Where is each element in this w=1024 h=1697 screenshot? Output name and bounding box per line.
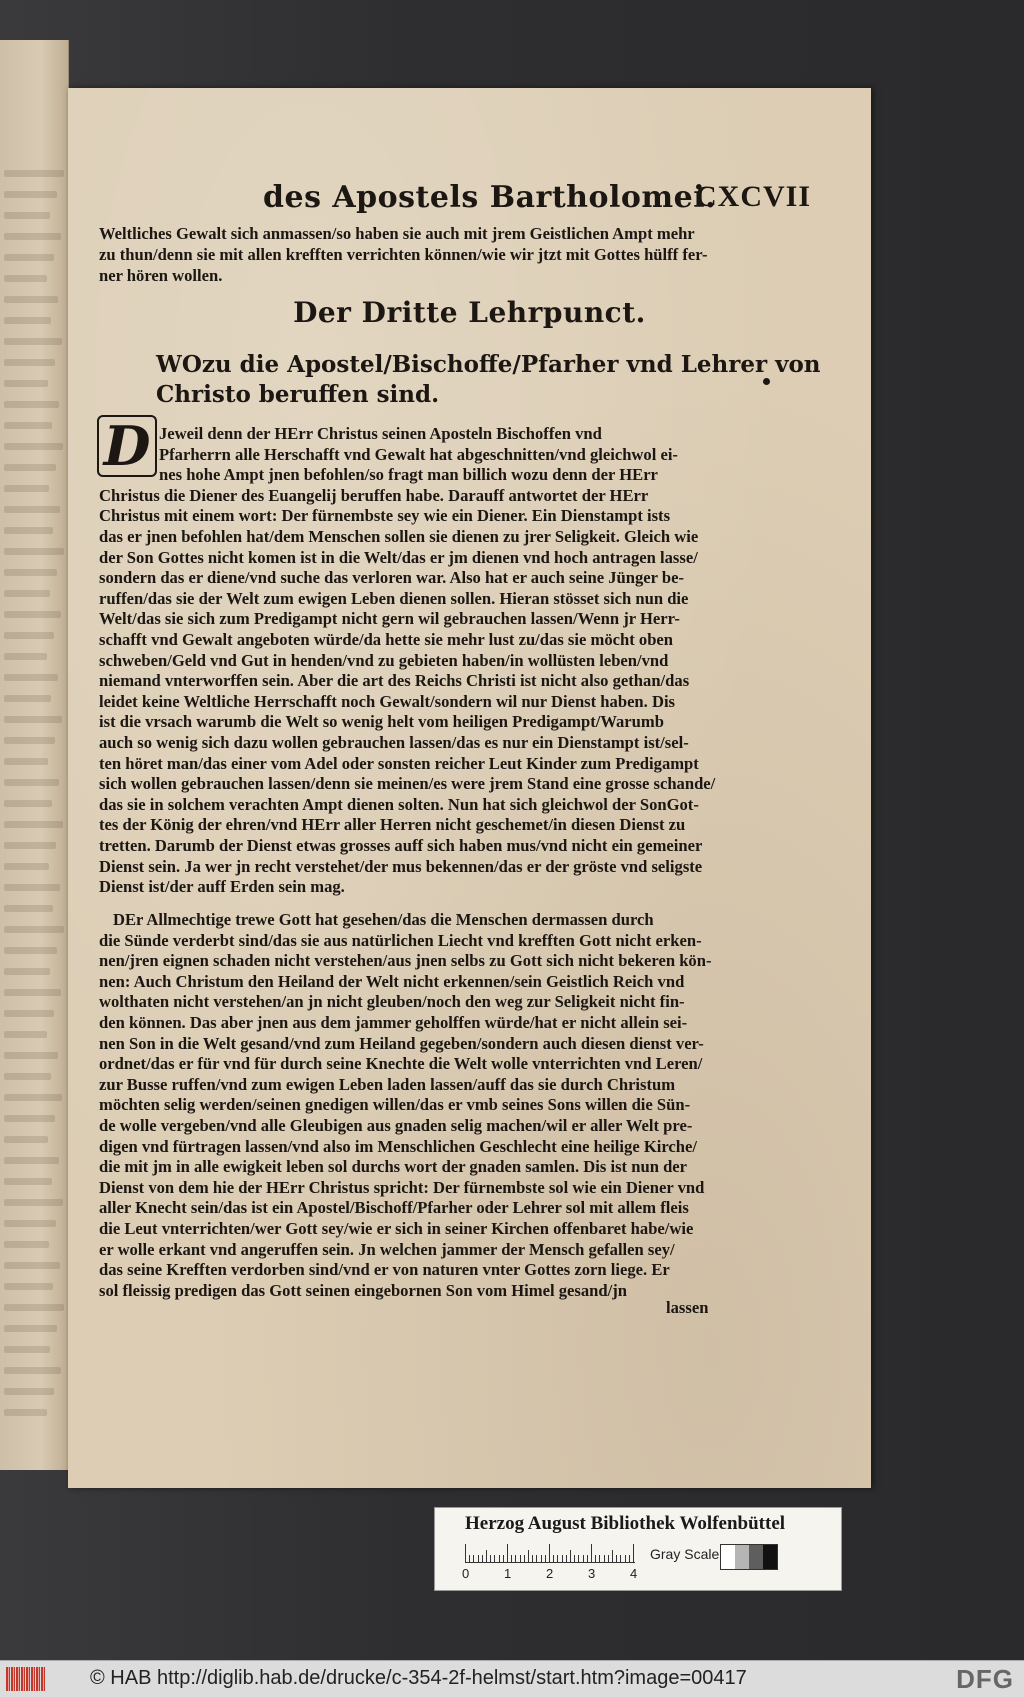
show-through-text bbox=[4, 779, 59, 786]
ruler-tick bbox=[612, 1550, 613, 1562]
source-url-text: © HAB http://diglib.hab.de/drucke/c-354-2f-helmst/start.htm?image=00417 bbox=[90, 1667, 747, 1689]
show-through-text bbox=[4, 1262, 60, 1269]
running-head: des Apostels Bartholomei. bbox=[263, 180, 717, 215]
ruler-tick bbox=[499, 1555, 500, 1562]
ruler-tick bbox=[528, 1550, 529, 1562]
show-through-text bbox=[4, 191, 57, 198]
library-label-card bbox=[434, 1507, 842, 1591]
show-through-text bbox=[4, 989, 61, 996]
gray-swatch bbox=[749, 1545, 763, 1569]
text-line: er wolle erkant vnd angeruffen sein. Jn welchen jammer der Mensch gefallen sey/ bbox=[99, 1239, 675, 1259]
show-through-text bbox=[4, 1031, 47, 1038]
ruler-tick bbox=[545, 1555, 546, 1562]
show-through-text bbox=[4, 506, 60, 513]
show-through-text bbox=[4, 212, 50, 219]
show-through-text bbox=[4, 1094, 62, 1101]
show-through-text bbox=[4, 1283, 53, 1290]
show-through-text bbox=[4, 821, 63, 828]
text-line: ten höret man/das einer vom Adel oder sonsten reicher Leut Kinder zum Predigampt bbox=[99, 753, 699, 773]
show-through-text bbox=[4, 401, 59, 408]
show-through-text bbox=[4, 947, 57, 954]
text-line: das seine Krefften verdorben sind/vnd er von naturen vnter Gottes zorn liege. Er bbox=[99, 1260, 670, 1280]
ruler-tick bbox=[549, 1544, 550, 1562]
text-line: zu thun/denn sie mit allen krefften verrichten können/wie wir jtzt mit Gottes hülff fer- bbox=[99, 245, 708, 264]
show-through-text bbox=[4, 758, 48, 765]
dfg-logo: DFG bbox=[956, 1664, 1014, 1694]
text-line: ruffen/das sie der Welt zum ewigen Leben dienen sollen. Hieran stösset sich nun die bbox=[99, 588, 689, 608]
show-through-text bbox=[4, 359, 55, 366]
show-through-text bbox=[4, 1304, 64, 1311]
text-line: Pfarherrn alle Herschafft vnd Gewalt hat abgeschnitten/vnd gleichwol ei- bbox=[159, 444, 678, 464]
ruler-tick bbox=[608, 1555, 609, 1562]
show-through-text bbox=[4, 800, 52, 807]
show-through-text bbox=[4, 569, 57, 576]
ruler-tick bbox=[524, 1555, 525, 1562]
ruler-tick bbox=[520, 1555, 521, 1562]
subheading bbox=[156, 350, 821, 410]
text-line: Dienst von dem hie der HErr Christus spricht: Der fürnembste sol wie ein Diener vnd bbox=[99, 1177, 705, 1197]
text-line: wolthaten nicht verstehen/an jn nicht gleuben/noch den weg zur Seligkeit nicht fin- bbox=[99, 992, 685, 1012]
ruler-tick bbox=[532, 1555, 533, 1562]
show-through-text bbox=[4, 317, 51, 324]
ruler-tick bbox=[486, 1550, 487, 1562]
show-through-text bbox=[4, 1136, 48, 1143]
text-line: nen Son in die Welt gesand/vnd zum Heiland gegeben/sondern auch diesen dienst ver- bbox=[99, 1033, 704, 1053]
text-line: den können. Das aber jnen aus dem jammer geholffen würde/hat er nicht allein sei- bbox=[99, 1013, 688, 1032]
ruler-tick bbox=[515, 1555, 516, 1562]
text-line: Dienst ist/der auff Erden sein mag. bbox=[99, 877, 345, 897]
section-heading: Der Dritte Lehrpunct. bbox=[293, 296, 646, 329]
show-through-text bbox=[4, 590, 50, 597]
text-line: tes der König der ehren/vnd HErr aller Herren nicht geschemet/in diesen Dienst zu bbox=[99, 815, 686, 835]
text-line: möchten selig werden/seinen gnedigen willen/das er vmb seines Sons willen die Sün- bbox=[99, 1095, 691, 1115]
text-line: schweben/Geld vnd Gut in henden/vnd zu gebieten haben/in wollüsten leben/vnd bbox=[99, 650, 669, 670]
text-line: Weltliches Gewalt sich anmassen/so haben sie auch mit jrem Geistlichen Ampt mehr bbox=[99, 224, 695, 243]
subheading-line: WOzu die Apostel/Bischoffe/Pfarher vnd Lehrer von bbox=[156, 351, 821, 378]
show-through-text bbox=[4, 422, 52, 429]
ruler-tick bbox=[469, 1555, 470, 1562]
ruler-tick bbox=[583, 1555, 584, 1562]
show-through-text bbox=[4, 1388, 54, 1395]
show-through-text bbox=[4, 905, 53, 912]
show-through-text bbox=[4, 1220, 56, 1227]
show-through-text bbox=[4, 611, 61, 618]
show-through-text bbox=[4, 548, 64, 555]
ruler-tick bbox=[553, 1555, 554, 1562]
show-through-text bbox=[4, 1115, 55, 1122]
ruler-tick bbox=[473, 1555, 474, 1562]
show-through-text bbox=[4, 1325, 57, 1332]
gray-scale-label: Gray Scale bbox=[650, 1546, 720, 1562]
text-line: die Leut vnterrichten/wer Gott sey/wie er sich in seiner Kirchen offenbaret habe/wie bbox=[99, 1219, 694, 1238]
ruler-tick bbox=[562, 1555, 563, 1562]
show-through-text bbox=[4, 863, 49, 870]
show-through-text bbox=[4, 1010, 54, 1017]
text-line: das sie in solchem verachten Ampt dienen solten. Nun hat sich gleichwol der SonGot- bbox=[99, 794, 699, 814]
ruler-tick bbox=[482, 1555, 483, 1562]
text-line: Christus die Diener des Euangelij beruffen habe. Darauff antwortet der HErr bbox=[99, 485, 649, 505]
show-through-text bbox=[4, 443, 63, 450]
show-through-text bbox=[4, 170, 64, 177]
viewer-footer bbox=[0, 1660, 1024, 1697]
ruler-tick bbox=[595, 1555, 596, 1562]
text-line: sich wollen gebrauchen lassen/denn sie meinen/es were jrem Stand eine grosse schande/ bbox=[99, 774, 716, 794]
text-line: aller Knecht sein/das ist ein Apostel/Bischoff/Pfarher oder Lehrer sol mit allem fleis bbox=[99, 1198, 689, 1218]
show-through-text bbox=[4, 338, 62, 345]
text-line: schafft vnd Gewalt angeboten würde/da hette sie mehr lust zu/das sie möcht oben bbox=[99, 630, 674, 649]
ruler-tick bbox=[507, 1544, 508, 1562]
show-through-text bbox=[4, 1073, 51, 1080]
ruler-tick bbox=[587, 1555, 588, 1562]
text-line: ner hören wollen. bbox=[99, 266, 223, 285]
page-header bbox=[263, 180, 811, 224]
text-line: leidet keine Weltliche Herrschafft noch Gewalt/sondern wil nur Dienst haben. Dis bbox=[99, 691, 676, 711]
text-line: Dienst sein. Ja wer jn recht verstehet/der mus bekennen/das er der gröste vnd seligste bbox=[99, 856, 703, 876]
show-through-text bbox=[4, 1178, 52, 1185]
text-line: zur Busse ruffen/vnd zum ewigen Leben laden lassen/auff das sie durch Christum bbox=[99, 1074, 676, 1094]
ruler-tick bbox=[578, 1555, 579, 1562]
ruler-tick bbox=[570, 1550, 571, 1562]
text-line: DEr Allmechtige trewe Gott hat gesehen/das die Menschen dermassen durch bbox=[113, 910, 654, 929]
library-name: Herzog August Bibliothek Wolfenbüttel bbox=[465, 1513, 786, 1534]
text-line: tretten. Darumb der Dienst etwas grosses auff sich haben mus/vnd nicht ein gemeiner bbox=[99, 836, 703, 855]
folio-number: CXCVII bbox=[694, 180, 811, 213]
ruler-tick bbox=[604, 1555, 605, 1562]
ruler-tick bbox=[490, 1555, 491, 1562]
show-through-text bbox=[4, 968, 50, 975]
subheading-line: Christo beruffen sind. bbox=[156, 381, 440, 408]
gray-swatch bbox=[721, 1545, 735, 1569]
text-line: sol fleissig predigen das Gott seinen eingebornen Son vom Himel gesand/jn bbox=[99, 1280, 627, 1300]
text-line: digen vnd fürtragen lassen/vnd also im Menschlichen Geschlecht eine heilige Kirche/ bbox=[99, 1136, 697, 1156]
gray-swatch bbox=[763, 1545, 777, 1569]
show-through-text bbox=[4, 1157, 59, 1164]
ruler-tick bbox=[494, 1555, 495, 1562]
text-line: die mit jm in alle ewigkeit leben sol durchs wort der gnaden samlen. Dis ist nun der bbox=[99, 1157, 688, 1177]
show-through-text bbox=[4, 296, 58, 303]
ruler bbox=[465, 1544, 635, 1563]
show-through-text bbox=[4, 380, 48, 387]
ruler-number: 1 bbox=[504, 1566, 512, 1581]
previous-page-edge bbox=[0, 40, 69, 1470]
show-through-text bbox=[4, 632, 54, 639]
show-through-text bbox=[4, 1052, 58, 1059]
text-line: die Sünde verderbt sind/das sie aus natürlichen Liecht vnd krefften Gott nicht erken- bbox=[99, 930, 702, 950]
text-line: ist die vrsach warumb die Welt so wenig helt vom heiligen Predigampt/Warumb bbox=[99, 712, 664, 732]
show-through-text bbox=[4, 1367, 61, 1374]
text-line: der Son Gottes nicht komen ist in die Welt/das er jm dienen vnd hoch antragen lasse/ bbox=[99, 547, 698, 567]
ruler-tick bbox=[616, 1555, 617, 1562]
dropcap-initial: D bbox=[97, 415, 157, 477]
show-through-text bbox=[4, 926, 64, 933]
show-through-text bbox=[4, 485, 49, 492]
show-through-text bbox=[4, 716, 62, 723]
show-through-text bbox=[4, 233, 61, 240]
text-line: nen/jren eignen schaden nicht verstehen/aus jnen selbs zu Gott sich nicht bekeren kön- bbox=[99, 951, 712, 971]
ruler-number: 0 bbox=[462, 1566, 470, 1581]
ruler-tick bbox=[536, 1555, 537, 1562]
ruler-tick bbox=[465, 1544, 466, 1562]
text-line: sondern das er diene/vnd suche das verloren war. Also hat er auch seine Jünger be- bbox=[99, 568, 684, 588]
text-line: Welt/das sie sich zum Predigampt nicht gern wil gebrauchen lassen/Wenn jr Herr- bbox=[99, 609, 680, 629]
text-line: Jeweil denn der HErr Christus seinen Aposteln Bischoffen vnd bbox=[159, 424, 602, 443]
text-line: niemand vnterworffen sein. Aber die art des Reichs Christi ist nicht also gethan/das bbox=[99, 671, 690, 691]
catchword: lassen bbox=[666, 1298, 709, 1317]
ruler-tick bbox=[591, 1544, 592, 1562]
show-through-text bbox=[4, 1199, 63, 1206]
ruler-number: 3 bbox=[588, 1566, 596, 1581]
show-through-text bbox=[4, 884, 60, 891]
ruler-tick bbox=[566, 1555, 567, 1562]
book-page bbox=[68, 88, 871, 1488]
text-line: ordnet/das er für vnd für durch seine Knechte die Welt wolle vnterrichten vnd Leren/ bbox=[99, 1054, 703, 1074]
text-line: das er jnen befohlen hat/dem Menschen sollen sie dienen zu jrer Seligkeit. Gleich wie bbox=[99, 527, 699, 546]
show-through-text bbox=[4, 275, 47, 282]
text-line: Christus mit einem wort: Der fürnembste sey wie ein Diener. Ein Dienstampt ists bbox=[99, 506, 671, 526]
ruler-tick bbox=[633, 1544, 634, 1562]
ruler-tick bbox=[541, 1555, 542, 1562]
text-line: nen: Auch Christum den Heiland der Welt nicht erkennen/sein Geistlich Reich vnd bbox=[99, 971, 685, 991]
ruler-tick bbox=[574, 1555, 575, 1562]
text-line: auch so wenig sich dazu wollen gebrauchen lassen/das es nur ein Dienstampt ist/sel- bbox=[99, 733, 689, 752]
ruler-tick bbox=[620, 1555, 621, 1562]
ruler-tick bbox=[503, 1555, 504, 1562]
hab-logo-icon bbox=[6, 1667, 46, 1691]
ruler-number: 4 bbox=[630, 1566, 638, 1581]
ruler-tick bbox=[625, 1555, 626, 1562]
ruler-tick bbox=[511, 1555, 512, 1562]
ruler-number: 2 bbox=[546, 1566, 554, 1581]
show-through-text bbox=[4, 1409, 47, 1416]
show-through-text bbox=[4, 737, 55, 744]
ink-dot bbox=[763, 378, 770, 385]
ruler-tick bbox=[478, 1555, 479, 1562]
show-through-text bbox=[4, 674, 58, 681]
show-through-text bbox=[4, 254, 54, 261]
gray-scale-swatches bbox=[720, 1544, 778, 1570]
text-line: nes hohe Ampt jnen befohlen/so fragt man billich wozu denn der HErr bbox=[159, 465, 658, 485]
show-through-text bbox=[4, 527, 53, 534]
text-line: de wolle vergeben/vnd alle Gleubigen aus gnaden selig machen/wil er aller Welt pre- bbox=[99, 1116, 693, 1135]
ruler-tick bbox=[629, 1555, 630, 1562]
show-through-text bbox=[4, 695, 51, 702]
show-through-text bbox=[4, 1346, 50, 1353]
show-through-text bbox=[4, 464, 56, 471]
show-through-text bbox=[4, 653, 47, 660]
show-through-text bbox=[4, 842, 56, 849]
show-through-text bbox=[4, 1241, 49, 1248]
ruler-tick bbox=[599, 1555, 600, 1562]
ruler-tick bbox=[557, 1555, 558, 1562]
gray-swatch bbox=[735, 1545, 749, 1569]
